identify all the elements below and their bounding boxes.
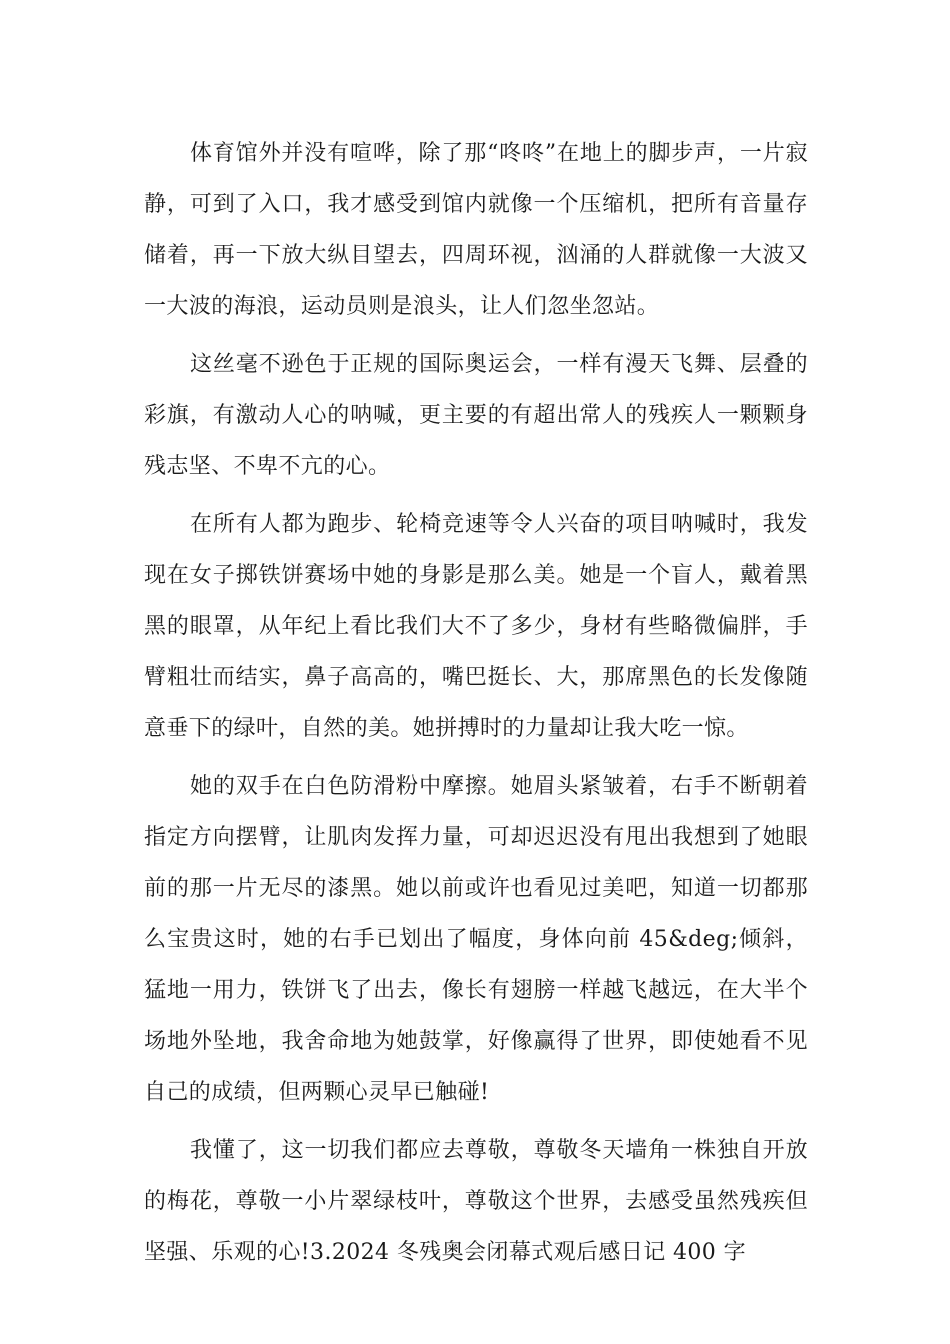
paragraph-3: 在所有人都为跑步、轮椅竞速等令人兴奋的项目呐喊时，我发现在女子掷铁饼赛场中她的身影是那么美。她是一个盲人，戴着黑黑的眼罩，从年纪上看比我们大不了多少，身材有些略微偏胖，手臂粗壮而结实，鼻子高高的，嘴巴挺长、大，那席黑色的长发像随意垂下的绿叶，自然的美。她拼搏时的力量却让我大吃一惊。 — [144, 512, 808, 741]
paragraph-1: 体育馆外并没有喧哗，除了那“咚咚”在地上的脚步声，一片寂静，可到了入口，我才感受到馆内就像一个压缩机，把所有音量存储着，再一下放大纵目望去，四周环视，汹涌的人群就像一大波又一大波的海浪，运动员则是浪头，让人们忽坐忽站。 — [144, 141, 808, 319]
paragraph-5: 我懂了，这一切我们都应去尊敬，尊敬冬天墙角一株独自开放的梅花，尊敬一小片翠绿枝叶，尊敬这个世界，去感受虽然残疾但坚强、乐观的心!3.2024 冬残奥会闭幕式观后感日记 400 字 — [144, 1138, 808, 1265]
paragraph-4: 她的双手在白色防滑粉中摩擦。她眉头紧皱着，右手不断朝着指定方向摆臂，让肌肉发挥力量，可却迟迟没有甩出我想到了她眼前的那一片无尽的漆黑。她以前或许也看见过美吧，知道一切都那么宝贵这时，她的右手已划出了幅度，身体向前 45&deg;倾斜，猛地一用力，铁饼飞了出去，像长有翅膀一样越飞越远，在大半个场地外坠地，我舍命地为她鼓掌，好像赢得了世界，即使她看不见自己的成绩，但两颗心灵早已触碰! — [144, 774, 808, 1105]
paragraph-2: 这丝毫不逊色于正规的国际奥运会，一样有漫天飞舞、层叠的彩旗，有激动人心的呐喊，更主要的有超出常人的残疾人一颗颗身残志坚、不卑不亢的心。 — [144, 352, 808, 479]
document-body — [144, 128, 808, 1278]
